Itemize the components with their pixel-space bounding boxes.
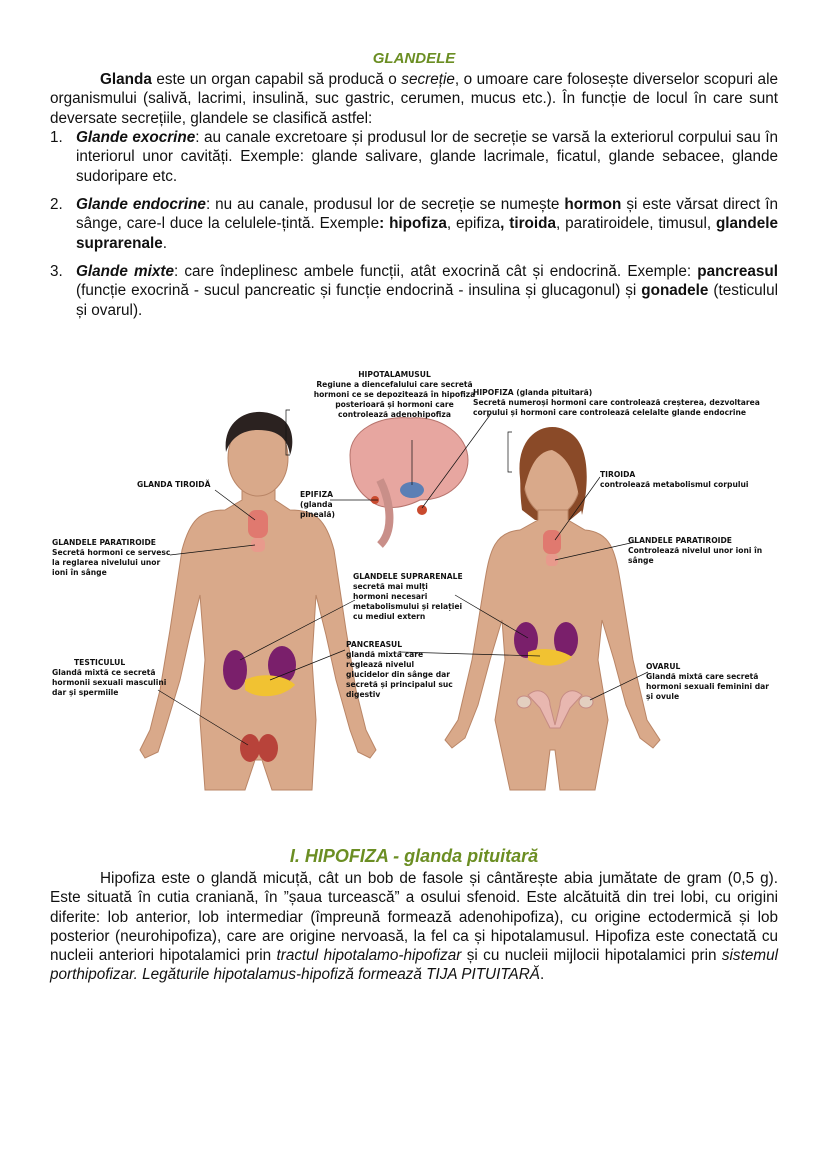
intro-text-1: este un organ capabil să producă o: [151, 71, 402, 88]
list-term: Glande mixte: [76, 263, 174, 280]
label-tiroida-m: [137, 480, 257, 490]
label-hipotalamus: [312, 370, 477, 420]
list-text: :: [379, 215, 385, 233]
intro-secretie: secreție: [401, 71, 455, 88]
list-item-exocrine: [50, 128, 778, 186]
term-tiroida: tiroida: [504, 215, 557, 233]
label-desc: Controlează nivelul unor ioni în sânge: [628, 546, 763, 565]
label-desc: Glandă mixtă ce secretă hormonii sexuali masculini dar și spermiile: [52, 668, 167, 697]
label-title: TESTICULUL: [74, 658, 126, 667]
paragraph-text: .: [540, 966, 545, 984]
list-term: Glande endocrine: [76, 196, 206, 213]
list-text: , epifiza: [446, 215, 501, 233]
list-text: (testiculul și ovarul).: [76, 282, 778, 319]
list-item-mixte: [50, 262, 778, 320]
label-desc: Secretă numeroși hormoni care controlează creșterea, dezvoltarea corpului și hormoni care controlează celelalte glande endocrine: [473, 398, 760, 417]
label-title: GLANDELE PARATIROIDE: [52, 538, 156, 547]
label-title: GLANDELE PARATIROIDE: [628, 536, 732, 545]
term-hormon: hormon: [564, 196, 622, 213]
label-title: HIPOTALAMUSUL: [358, 370, 431, 379]
label-paratiroide-m: [52, 538, 177, 578]
label-desc: glandă mixtă care reglează nivelul glucidelor din sânge dar secretă și principalul suc digestiv: [346, 650, 453, 699]
list-text: ,: [500, 215, 505, 233]
list-number: 3.: [50, 263, 63, 280]
label-hipofiza: [473, 388, 773, 418]
page-title: GLANDELE: [372, 50, 456, 67]
label-ovar: [646, 662, 771, 702]
label-title: HIPOFIZA (glanda pituitară): [473, 388, 593, 397]
label-desc: Glandă mixtă care secretă hormoni sexuali feminini dar și ovule: [646, 672, 770, 701]
list-number: 2.: [50, 196, 63, 213]
male-body: [140, 412, 376, 790]
label-desc: secretă mai mulți hormoni necesari metabolismului și relației cu mediul extern: [353, 582, 463, 621]
term-sistem: sistemul porthipofizar. Legăturile hipotalamus-hipofiză formează TIJA PITUITARĂ: [50, 947, 778, 984]
section-heading: I. HIPOFIZA - glanda pituitară: [289, 846, 539, 866]
paragraph-text: și cu nucleii mijlocii hipotalamici prin: [461, 947, 722, 965]
label-title: EPIFIZA: [300, 490, 333, 499]
term-gonadele: gonadele: [641, 282, 709, 300]
list-term: Glande exocrine: [76, 129, 196, 146]
list-text: și este vărsat direct în sânge, care-l duce la celulele-țintă. Exemple: [76, 196, 779, 233]
label-title: GLANDELE SUPRARENALE: [353, 572, 463, 581]
label-pancreas: [346, 640, 456, 700]
term-pancreasul: pancreasul: [697, 263, 779, 280]
label-title: TIROIDA: [600, 470, 636, 479]
term-hipofiza: hipofiza: [384, 215, 447, 233]
label-desc: controlează metabolismul corpului: [600, 480, 749, 489]
list-text: (funcție exocrină - sucul pancreatic și funcție endocrină - insulina și glucagonul) și: [76, 282, 642, 300]
label-paratiroide-f: [628, 536, 768, 566]
label-desc: Regiune a diencefalului care secretă hormoni ce se depozitează în hipofiza posterioară și hormoni care controlează adenohipofiza: [313, 380, 476, 419]
term-suprarenale: glandele suprarenale: [76, 215, 778, 252]
hipofiza-paragraph: [50, 869, 778, 985]
list-text: : nu au canale, produsul lor de secreție se numește: [205, 196, 565, 213]
label-desc: (glanda pineală): [300, 500, 335, 519]
label-title: OVARUL: [646, 662, 681, 671]
intro-term: Glanda: [100, 71, 152, 88]
label-tiroida-f: [600, 470, 770, 490]
label-testicul: [52, 658, 167, 698]
paragraph-text: Hipofiza este o glandă micuță, cât un bob de fasole și cântărește abia jumătate de gram (0,5 g). Este situată în cutia craniană, în ”șaua turcească” a osului sfenoid. Este alcătuită din trei lobi, cu origini diferite: lob anterior, lob intermediar (împreună formează adenohipofiza), cu origine ectodermică și lob posterior (neurohipofiza), care are origine nervoasă, la fel ca și hipotalamusul. Hipofiza este conectată cu nucleii anteriori hipotalamici prin: [50, 870, 778, 965]
list-text: .: [162, 234, 167, 252]
label-title: GLANDA TIROIDĂ: [137, 480, 211, 489]
list-item-endocrine: [50, 195, 778, 253]
label-epifiza: [300, 490, 360, 520]
endocrine-diagram: [50, 360, 778, 800]
intro-paragraph: [50, 70, 778, 128]
list-number: 1.: [50, 129, 63, 146]
list-text: : care îndeplinesc ambele funcții, atât exocrină cât și endocrină. Exemple:: [173, 263, 698, 280]
label-title: PANCREASUL: [346, 640, 403, 649]
intro-text-2: , o umoare care folosește diverselor scopuri ale organismului (salivă, lacrimi, insulină, suc gastric, cerumen, mucus etc.). În funcție de locul în care sunt deversate secrețiile, glandele se clasifică astfel:: [50, 71, 778, 127]
list-text: , paratiroidele, timusul,: [556, 215, 716, 233]
brain-illustration: [350, 418, 468, 545]
list-text: : au canale excretoare și produsul lor de secreție se varsă la exteriorul corpului sau în interiorul unor cavități. Exemple: glande salivare, glande lacrimale, ficatul, glande sebacee, glande sudoripare etc.: [76, 129, 778, 185]
label-desc: Secretă hormoni ce servesc la reglarea nivelului unor ioni în sânge: [52, 548, 171, 577]
term-tract: tractul hipotalamo-hipofizar: [276, 947, 462, 965]
label-suprarenale: [353, 572, 465, 622]
